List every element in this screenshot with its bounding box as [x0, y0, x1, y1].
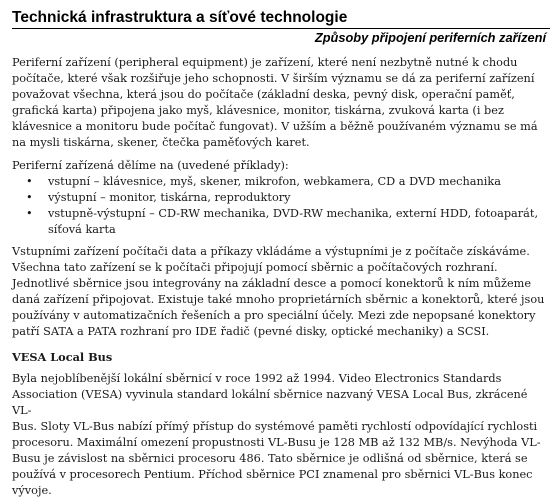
text-line: Periferní zařízení (peripheral equipment) je zařízení, které není nezbytně nutné k chodu — [12, 56, 518, 69]
list-item — [12, 190, 546, 206]
text-line: Busu je závislost na sběrnici procesoru 486. Tato sběrnice je odlišná od sběrnice, která se — [12, 452, 528, 465]
text-line: grafická karta) připojena jako myš, klávesnice, monitor, tiskárna, zvuková karta (i bez — [12, 104, 504, 117]
text-line: používány v automatizačních řešeních a pro speciální účely. Mezi zde nepopsané konektory — [12, 309, 536, 322]
text-line: klávesnice a monitoru bude počítač fungovat). V užším a běžně používaném významu se má — [12, 120, 538, 133]
bullet-icon: • — [26, 191, 33, 204]
text-line: vstupní – klávesnice, myš, skener, mikrofon, webkamera, CD a DVD mechanika — [48, 175, 501, 188]
text-line: vstupně-výstupní – CD-RW mechanika, DVD-RW mechanika, externí HDD, fotoaparát, — [48, 207, 539, 220]
vesa-paragraph — [12, 371, 546, 499]
text-line: Bus. Sloty VL-Bus nabízí přímý přístup do systémové paměti rychlostí odpovídající rychlosti — [12, 420, 538, 433]
bullet-icon: • — [26, 175, 33, 188]
section-heading: VESA Local Bus — [12, 350, 113, 364]
text-line: Jednotlivé sběrnice jsou integrovány na základní desce a pomocí konektorů k ním můžeme — [12, 277, 532, 290]
text-line: počítače, které však rozšiřuje jeho schopnosti. V širším významu se dá za periferní zařízení — [12, 72, 535, 85]
device-category-list — [12, 174, 546, 238]
text-line: Association (VESA) vyvinula standard lokální sběrnice nazvaný VESA Local Bus, zkrácené VL- — [12, 388, 528, 417]
text-line: Vstupními zařízení počítači data a příkazy vkládáme a výstupními je z počítače získáváme. — [12, 245, 530, 258]
page-title: Technická infrastruktura a síťové technologie — [12, 9, 348, 26]
bullet-icon: • — [26, 207, 33, 220]
text-line: Všechna tato zařízení se k počítači připojují pomocí sběrnic a počítačových rozhraní. — [12, 261, 498, 274]
text-line: procesoru. Maximální omezení propustnosti VL-Busu je 128 MB až 132 MB/s. Nevýhoda VL- — [12, 436, 541, 449]
text-line: Byla nejoblíbenější lokální sběrnicí v roce 1992 až 1994. Video Electronics Standards — [12, 372, 502, 385]
text-line: vývoje. — [12, 484, 52, 497]
text-line: patří SATA a PATA rozhraní pro IDE řadič (pevné disky, optické mechaniky) a SCSI. — [12, 325, 490, 338]
text-line: na mysli tiskárna, skener, čtečka paměťových karet. — [12, 136, 310, 149]
text-line: síťová karta — [48, 223, 116, 236]
text-line: výstupní – monitor, tiskárna, reproduktory — [48, 191, 291, 204]
text-line: daná zařízení připojovat. Existuje také mnoho proprietárních sběrnic a konektorů, které jsou — [12, 293, 545, 306]
text-line: považovat všechna, která jsou do počítače (základní deska, pevný disk, operační paměť, — [12, 88, 515, 101]
list-item — [12, 174, 546, 190]
intro-paragraph — [12, 55, 546, 151]
list-intro: Periferní zařízená dělíme na (uvedené příklady): — [12, 159, 289, 172]
text-line: používá v procesorech Pentium. Příchod sběrnice PCI znamenal pro sběrnici VL-Bus konec — [12, 468, 533, 481]
list-item — [12, 206, 546, 238]
page-subtitle: Způsoby připojení periferních zařízení — [314, 30, 546, 45]
io-paragraph — [12, 244, 546, 340]
